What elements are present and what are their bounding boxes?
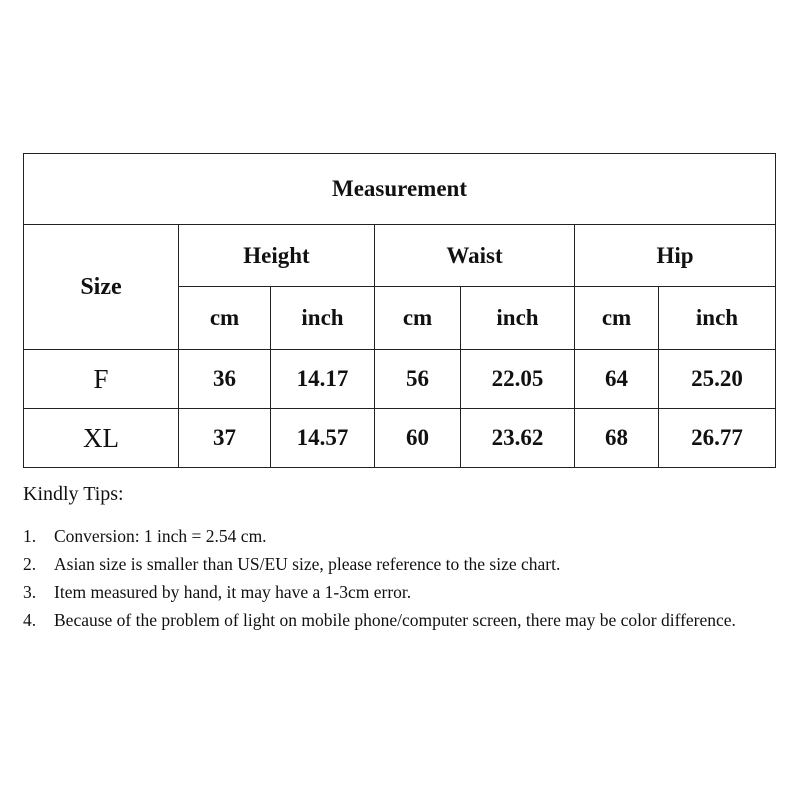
tip-number: 1. (23, 526, 37, 546)
table-cell: 23.62 (461, 409, 575, 468)
table-title: Measurement (24, 154, 776, 225)
unit-header: cm (179, 287, 271, 350)
tips-title: Kindly Tips: (23, 483, 124, 505)
table-cell: 56 (375, 350, 461, 409)
hip-group-header: Hip (575, 225, 776, 287)
unit-header: inch (271, 287, 375, 350)
list-item (23, 578, 783, 606)
tip-number: 3. (23, 582, 37, 602)
list-item (23, 522, 783, 550)
height-group-header: Height (179, 225, 375, 287)
size-cell: F (24, 350, 179, 409)
tip-text: Conversion: 1 inch = 2.54 cm. (54, 526, 267, 546)
unit-header: inch (461, 287, 575, 350)
table-cell: 14.17 (271, 350, 375, 409)
unit-header: cm (575, 287, 659, 350)
table-cell: 64 (575, 350, 659, 409)
size-chart-table (23, 153, 776, 468)
size-column-header: Size (24, 225, 179, 350)
unit-header: cm (375, 287, 461, 350)
size-cell: XL (24, 409, 179, 468)
unit-header: inch (659, 287, 776, 350)
table-row (24, 350, 776, 409)
tip-text: Because of the problem of light on mobile phone/computer screen, there may be color difference. (54, 610, 736, 630)
tip-number: 2. (23, 554, 37, 574)
table-cell: 60 (375, 409, 461, 468)
table-cell: 36 (179, 350, 271, 409)
table-cell: 26.77 (659, 409, 776, 468)
kindly-tips-section (23, 480, 783, 634)
tip-text: Asian size is smaller than US/EU size, please reference to the size chart. (54, 554, 561, 574)
table-cell: 68 (575, 409, 659, 468)
table-row (24, 409, 776, 468)
tip-text: Item measured by hand, it may have a 1-3cm error. (54, 582, 412, 602)
group-header-row (24, 225, 776, 287)
table-title-row (24, 154, 776, 225)
table-cell: 25.20 (659, 350, 776, 409)
table-cell: 22.05 (461, 350, 575, 409)
list-item (23, 606, 783, 634)
tips-list (23, 522, 783, 634)
waist-group-header: Waist (375, 225, 575, 287)
table-cell: 14.57 (271, 409, 375, 468)
table-cell: 37 (179, 409, 271, 468)
tip-number: 4. (23, 610, 37, 630)
list-item (23, 550, 783, 578)
